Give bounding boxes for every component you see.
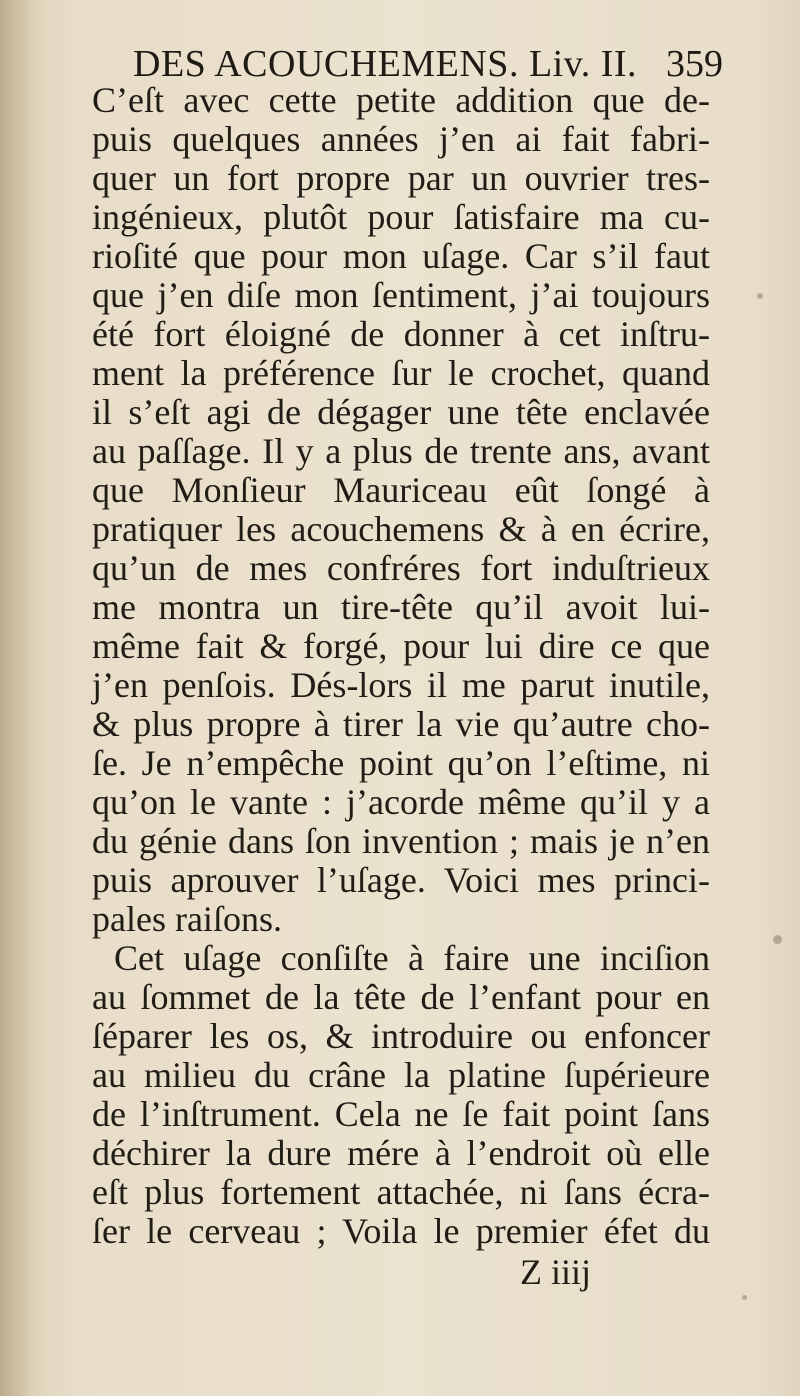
paper-speck (773, 935, 782, 944)
text-line: pales raiſons. (92, 899, 282, 939)
text-line: ment la préférence ſur le crochet, quand (92, 353, 710, 393)
text-line: même fait & forgé, pour lui dire ce que (92, 626, 710, 666)
text-line: Cet uſage conſiſte à faire une inciſion (114, 938, 710, 978)
text-line: il s’eſt agi de dégager une tête enclavée (92, 392, 710, 432)
text-line: ſe. Je n’empêche point qu’on l’eſtime, ni (92, 743, 710, 783)
text-line: qu’on le vante : j’acorde même qu’il y a (92, 782, 710, 822)
text-line: quer un fort propre par un ouvrier tres- (92, 158, 710, 198)
text-line: déchirer la dure mére à l’endroit où elle (92, 1133, 710, 1173)
text-line: été fort éloigné de donner à cet inſtru- (92, 314, 710, 354)
text-line: rioſité que pour mon uſage. Car s’il faut (92, 236, 710, 276)
text-line: puis quelques années j’en ai fait fabri- (92, 119, 710, 159)
text-line: C’eſt avec cette petite addition que de- (92, 80, 710, 120)
paper-speck (742, 1295, 747, 1300)
text-line: ſéparer les os, & introduire ou enfoncer (92, 1016, 710, 1056)
text-line: & plus propre à tirer la vie qu’autre cho- (92, 704, 710, 744)
text-line: me montra un tire-tête qu’il avoit lui- (92, 587, 710, 627)
text-line: que Monſieur Mauriceau eût ſongé à (92, 470, 710, 510)
text-line: que j’en diſe mon ſentiment, j’ai toujours (92, 275, 710, 315)
text-line: ingénieux, plutôt pour ſatisfaire ma cu- (92, 197, 710, 237)
text-line: puis aprouver l’uſage. Voici mes princi- (92, 860, 710, 900)
text-line: eſt plus fortement attachée, ni ſans écra- (92, 1172, 710, 1212)
page-number: 359 (666, 43, 723, 85)
running-head-title: DES ACOUCHEMENS. Liv. II. (133, 43, 638, 85)
text-line: au ſommet de la tête de l’enfant pour en (92, 977, 710, 1017)
text-line: qu’un de mes confréres fort induſtrieux (92, 548, 710, 588)
text-line: j’en penſois. Dés-lors il me parut inutile, (92, 665, 710, 705)
paper-speck (757, 293, 763, 299)
signature-mark: Z iiij (520, 1252, 591, 1292)
text-line: pratiquer les acouchemens & à en écrire, (92, 509, 710, 549)
text-line: au milieu du crâne la platine ſupérieure (92, 1055, 710, 1095)
text-line: du génie dans ſon invention ; mais je n’en (92, 821, 710, 861)
text-line: de l’inſtrument. Cela ne ſe fait point ſans (92, 1094, 710, 1134)
text-line: ſer le cerveau ; Voila le premier éfet du (92, 1211, 710, 1251)
text-line: au paſſage. Il y a plus de trente ans, avant (92, 431, 710, 471)
